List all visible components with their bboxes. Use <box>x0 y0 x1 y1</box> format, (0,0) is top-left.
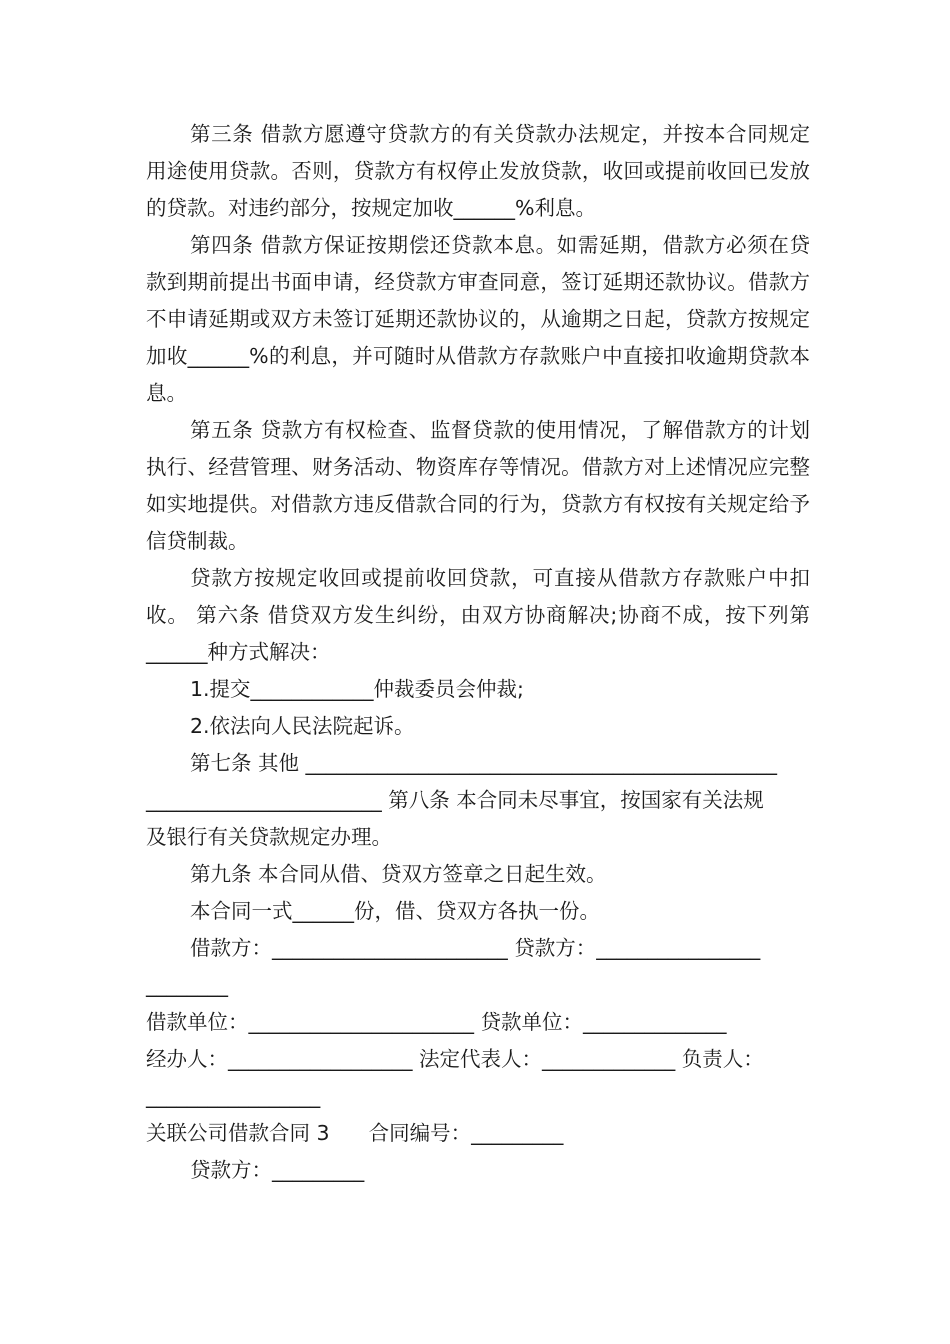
option-1-arbitration: 1.提交____________仲裁委员会仲裁; <box>190 677 524 701</box>
article-8-line-2: 及银行有关贷款规定办理。 <box>146 825 392 849</box>
copies-line: 本合同一式______份，借、贷双方各执一份。 <box>190 899 600 923</box>
heading-spacer <box>330 1121 369 1145</box>
contract-body <box>146 116 810 1189</box>
signature-parties-continued: ________ <box>146 973 228 997</box>
article-8-line-1: _______________________ 第八条 本合同未尽事宜，按国家有关法规 <box>146 788 764 812</box>
article-9-line: 第九条 本合同从借、贷双方签章之日起生效。 <box>190 862 607 886</box>
article-3-paragraph: 第三条 借款方愿遵守贷款方的有关贷款办法规定，并按本合同规定用途使用贷款。否则，贷款方有权停止发放贷款，收回或提前收回已发放的贷款。对违约部分，按规定加收______%利息。 <box>146 122 810 220</box>
contract-number-field: 合同编号：_________ <box>368 1121 564 1145</box>
signature-agents-continued: _________________ <box>146 1084 321 1108</box>
article-6-paragraph: 贷款方按规定收回或提前收回贷款，可直接从借款方存款账户中扣收。 第六条 借贷双方发生纠纷，由双方协商解决;协商不成，按下列第______种方式解决： <box>146 566 810 664</box>
option-2-court: 2.依法向人民法院起诉。 <box>190 714 415 738</box>
article-4-paragraph: 第四条 借款方保证按期偿还贷款本息。如需延期，借款方必须在贷款到期前提出书面申请，经贷款方审查同意，签订延期还款协议。借款方不申请延期或双方未签订延期还款协议的，从逾期之日起，贷款方按规定加收______%的利息，并可随时从借款方存款账户中直接扣收逾期贷款本息。 <box>146 233 810 405</box>
next-contract-heading <box>146 1115 810 1152</box>
article-7-line-1: 第七条 其他 ______________________________________________ <box>190 751 778 775</box>
signature-agents-line: 经办人：__________________ 法定代表人：_____________ 负责人： <box>146 1047 764 1071</box>
article-5-paragraph: 第五条 贷款方有权检查、监督贷款的使用情况，了解借款方的计划执行、经营管理、财务活动、物资库存等情况。借款方对上述情况应完整如实地提供。对借款方违反借款合同的行为，贷款方有权按有关规定给予信贷制裁。 <box>146 418 810 553</box>
signature-units-line: 借款单位：______________________ 贷款单位：______________ <box>146 1010 727 1034</box>
signature-parties-line: 借款方：_______________________ 贷款方：________________ <box>190 936 761 960</box>
next-contract-title: 关联公司借款合同 3 <box>146 1121 330 1145</box>
lender-field: 贷款方：_________ <box>190 1158 365 1182</box>
